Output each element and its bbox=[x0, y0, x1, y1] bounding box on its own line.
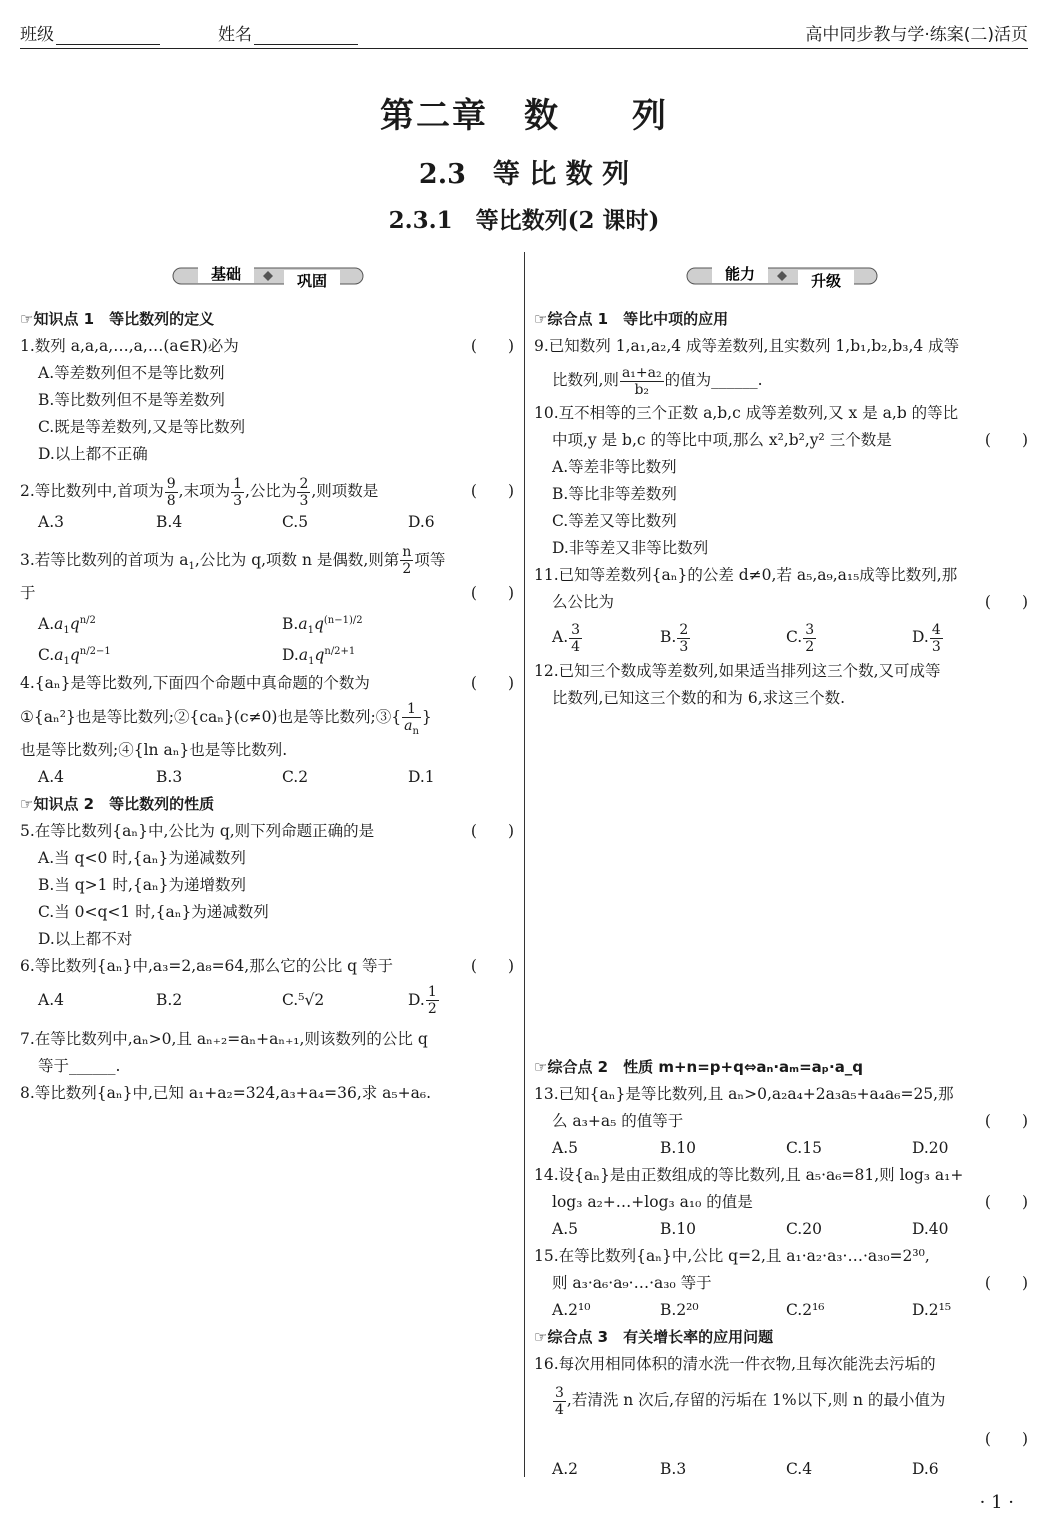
options-2: A.3 B.4 C.5 D.6 bbox=[38, 512, 435, 531]
option: B.等比非等差数列 bbox=[552, 485, 677, 503]
question-4-line3: 也是等比数列;④{ln aₙ}也是等比数列. bbox=[20, 740, 288, 759]
question-16-line2: $\frac{3}{4}$ ,若清洗 n 次后,存留的污垢在 1%以下,则 n 的最小值为 bbox=[555, 1384, 946, 1418]
chapter-title: 第二章 数 列 bbox=[380, 96, 668, 136]
question-12: 12.已知三个数成等差数列,如果适当排列这三个数,又可成等 bbox=[534, 662, 941, 680]
section-title: 2.3 等 比 数 列 bbox=[418, 159, 630, 190]
question-14-line2: log₃ a₂+…+log₃ a₁₀ 的值是 ( ) bbox=[552, 1193, 1028, 1211]
question-15: 15.在等比数列{aₙ}中,公比 q=2,且 a₁·a₂·a₃·…·a₃₀=2³⁰, bbox=[534, 1247, 930, 1265]
option: B.等比数列但不是等差数列 bbox=[38, 391, 225, 409]
option: B.当 q>1 时,{aₙ}为递增数列 bbox=[38, 875, 247, 894]
question-1: 1.数列 a,a,a,…,a,…(a∈R)必为 ( ) bbox=[20, 337, 514, 355]
question-3-line2: 于 ( ) bbox=[20, 583, 514, 602]
banner-basic bbox=[172, 262, 364, 290]
options-4: A.4 B.3 C.2 D.1 bbox=[38, 767, 435, 786]
options-11: A. $\frac{3}{4}$ B. $\frac{2}{3}$ C. $\frac{3}{2}$ D. $\frac{4}{3}$ bbox=[552, 621, 941, 655]
question-13: 13.已知{aₙ}是等比数列,且 aₙ>0,a₂a₄+2a₃a₅+a₄a₆=25,那 bbox=[534, 1085, 954, 1103]
right-column bbox=[534, 306, 1028, 712]
question-13-line2: 么 a₃+a₅ 的值等于 ( ) bbox=[552, 1112, 1028, 1130]
options-15: A.2¹⁰ B.2²⁰ C.2¹⁶ D.2¹⁵ bbox=[552, 1301, 952, 1319]
knowledge-point-2: ☞知识点 2 等比数列的性质 bbox=[20, 794, 215, 813]
option: D.非等差又非等比数列 bbox=[552, 539, 709, 557]
banner-advanced bbox=[686, 262, 878, 290]
question-16: 16.每次用相同体积的清水洗一件衣物,且每次能洗去污垢的 bbox=[534, 1355, 936, 1373]
question-14: 14.设{aₙ}是由正数组成的等比数列,且 a₅·a₆=81,则 log₃ a₁+ bbox=[534, 1166, 964, 1184]
option: A.等差数列但不是等比数列 bbox=[38, 364, 225, 382]
options-16: A.2 B.3 C.4 D.6 bbox=[552, 1460, 939, 1478]
question-15-line2: 则 a₃·a₆·a₉·…·a₃₀ 等于 ( ) bbox=[552, 1274, 1028, 1292]
option: C.既是等差数列,又是等比数列 bbox=[38, 418, 246, 436]
question-9-line2: 比数列,则 $\frac{\text{a₁+a₂}}{\text{b₂}}$ 的值为______. bbox=[552, 364, 763, 398]
right-column-lower bbox=[534, 1054, 1028, 1483]
comprehensive-point-2: ☞综合点 2 性质 m+n=p+q⇔aₙ·aₘ=aₚ·a_q bbox=[534, 1058, 864, 1076]
question-7: 7.在等比数列中,aₙ>0,且 aₙ₊₂=aₙ+aₙ₊₁,则该数列的公比 q bbox=[20, 1029, 428, 1048]
options-13: A.5 B.10 C.15 D.20 bbox=[552, 1139, 949, 1157]
question-10: 10.互不相等的三个正数 a,b,c 成等差数列,又 x 是 a,b 的等比 bbox=[534, 404, 959, 422]
question-7-line2: 等于______. bbox=[38, 1056, 121, 1075]
options-3b: $C.a_1q^{n/2-1}$ $D.a_1q^{n/2+1}$ bbox=[38, 645, 356, 667]
option: D.以上都不对 bbox=[38, 929, 133, 948]
question-8: 8.等比数列{aₙ}中,已知 a₁+a₂=324,a₃+a₄=36,求 a₅+a₆. bbox=[20, 1083, 431, 1102]
page-header bbox=[20, 14, 1028, 49]
option: A.当 q<0 时,{aₙ}为递减数列 bbox=[38, 848, 246, 867]
question-10-line2: 中项,y 是 b,c 的等比中项,那么 x²,b²,y² 三个数是 ( ) bbox=[552, 431, 1028, 449]
column-divider bbox=[524, 252, 525, 1477]
banner-text-b: 巩固 bbox=[296, 272, 328, 290]
question-4: 4.{aₙ}是等比数列,下面四个命题中真命题的个数为 ( ) bbox=[20, 673, 514, 692]
question-16-paren: ( ) bbox=[984, 1430, 1028, 1448]
banner-text-a: 基础 bbox=[210, 265, 242, 283]
banner-text-a: 能力 bbox=[724, 265, 756, 283]
options-14: A.5 B.10 C.20 D.40 bbox=[552, 1220, 949, 1238]
option: C.当 0<q<1 时,{aₙ}为递减数列 bbox=[38, 902, 269, 921]
name-field: 姓名 bbox=[218, 20, 358, 45]
options-6: A.4 B.2 C.⁵√2 D. $\frac{1}{2}$ bbox=[38, 984, 437, 1017]
option: D.以上都不正确 bbox=[38, 445, 148, 463]
page-number: · 1 · bbox=[979, 1492, 1014, 1513]
comprehensive-point-1: ☞综合点 1 等比中项的应用 bbox=[534, 310, 729, 328]
options-3a: $A.a_1q^{n/2}$ $B.a_1q^{(n-1)/2}$ bbox=[38, 614, 363, 636]
knowledge-point-1: ☞知识点 1 等比数列的定义 bbox=[20, 310, 215, 328]
option: A.等差非等比数列 bbox=[552, 458, 677, 476]
class-field: 班级 bbox=[20, 20, 160, 45]
comprehensive-point-3: ☞综合点 3 有关增长率的应用问题 bbox=[534, 1328, 774, 1346]
question-9: 9.已知数列 1,a₁,a₂,4 成等差数列,且实数列 1,b₁,b₂,b₃,4 成等 bbox=[534, 337, 960, 355]
question-11-line2: 么公比为 ( ) bbox=[552, 593, 1028, 611]
option: C.等差又等比数列 bbox=[552, 512, 677, 530]
left-column bbox=[20, 306, 514, 1107]
question-5: 5.在等比数列{aₙ}中,公比为 q,则下列命题正确的是 ( ) bbox=[20, 821, 514, 840]
subsection-title: 2.3.1 等比数列(2 课时) bbox=[388, 207, 660, 234]
banner-text-b: 升级 bbox=[810, 272, 842, 290]
question-11: 11.已知等差数列{aₙ}的公差 d≠0,若 a₅,a₉,a₁₅成等比数列,那 bbox=[534, 566, 958, 584]
question-3: 3.若等比数列的首项为 $a_1$,公比为 q,项数 n 是偶数,则第 $\frac{n}{2}$ 项等 bbox=[20, 544, 446, 577]
header-title: 高中同步教与学·练案(二)活页 bbox=[805, 25, 1028, 45]
question-2: 2.等比数列中,首项为 $\frac{9}{8}$ ,末项为 $\frac{1}{3}$ ,公比为 $\frac{2}{3}$ ,则项数是 ( ) bbox=[20, 475, 514, 509]
question-4-line2: ①{aₙ²}也是等比数列;②{caₙ}(c≠0)也是等比数列;③{ $\frac{1}{a_n}$ } bbox=[20, 701, 432, 737]
question-6: 6.等比数列{aₙ}中,a₃=2,a₈=64,那么它的公比 q 等于 ( ) bbox=[20, 956, 514, 975]
question-12-line2: 比数列,已知这三个数的和为 6,求这三个数. bbox=[552, 689, 846, 707]
